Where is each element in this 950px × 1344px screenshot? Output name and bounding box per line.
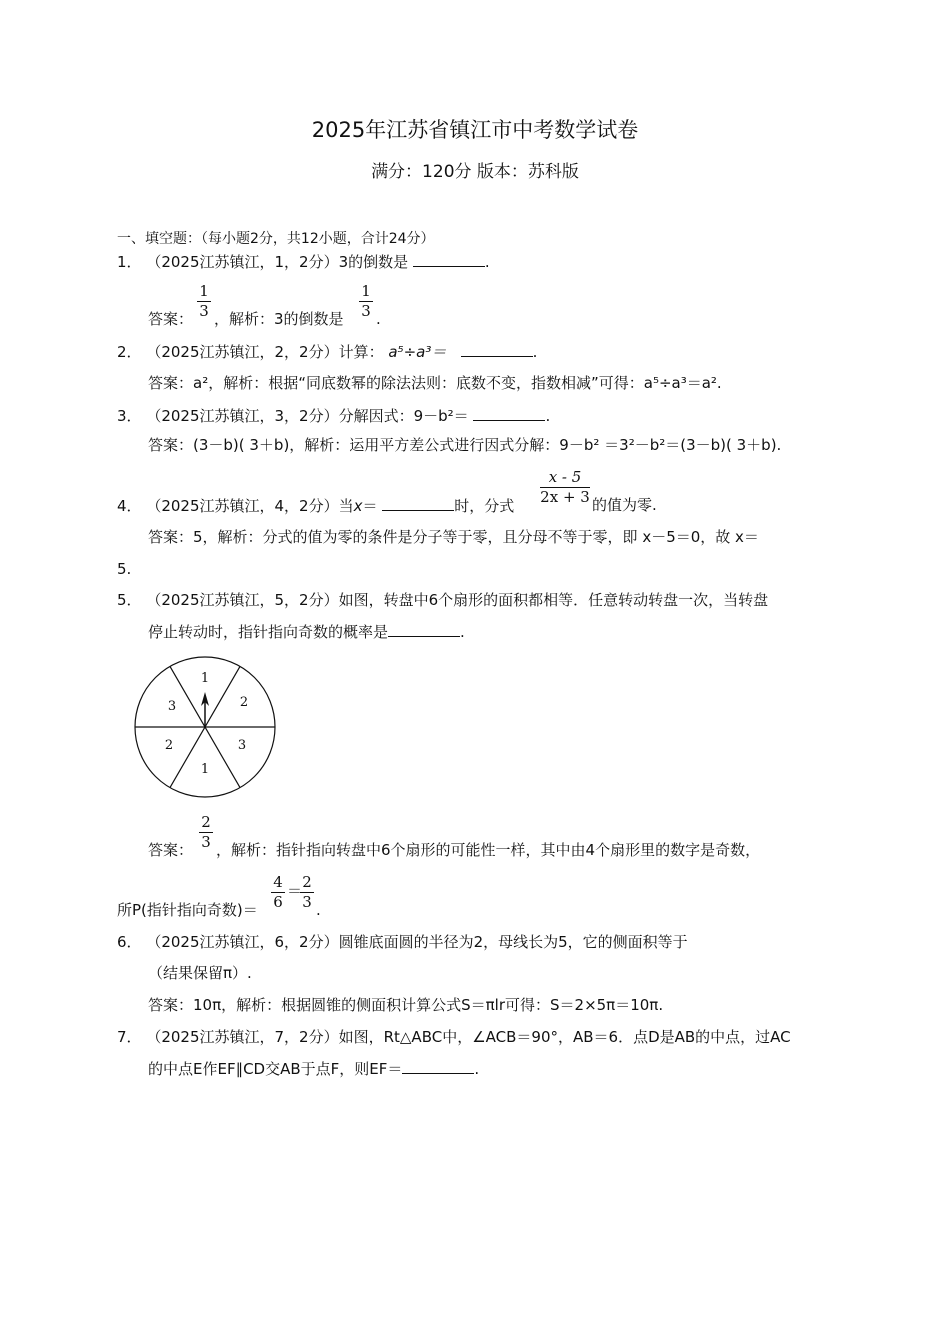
sector-label: 2 <box>239 695 249 710</box>
answer-4-cont: 5. <box>117 560 132 578</box>
question-2: 2． （2025江苏镇江，2，2分）计算： a⁵÷a³＝ . <box>117 343 538 361</box>
answer-blank <box>382 498 454 511</box>
answer-1-text: ，解析：3的倒数是 <box>214 310 344 328</box>
sector-label: 3 <box>237 738 247 753</box>
sector-label: 3 <box>167 699 177 714</box>
spinner-diagram <box>132 654 278 800</box>
section-heading: 一、填空题：（每小题2分，共12小题，合计24分） <box>117 231 435 247</box>
answer-1-label: 答案： <box>148 310 194 328</box>
sector-label: 1 <box>200 762 210 777</box>
question-7: 7． （2025江苏镇江，7，2分）如图，Rt△ABC中，∠ACB＝90°，AB＝6．点D是AB的中点，过AC <box>117 1028 791 1046</box>
question-4-fraction: x - 5 2x + 3 <box>540 468 590 506</box>
answer-4: 答案：5，解析：分式的值为零的条件是分子等于零，且分母不等于零，即 x－5＝0，故 x＝ <box>148 528 759 546</box>
answer-5-cont: 所P(指针指向奇数)＝ <box>117 901 258 919</box>
question-1: 1． （2025江苏镇江，1，2分）3的倒数是 . <box>117 253 490 271</box>
question-number: 1． <box>117 253 142 271</box>
answer-blank <box>473 408 545 421</box>
expression: a⁵÷a³＝ <box>388 343 447 361</box>
answer-5-fraction: 2 3 <box>199 815 213 850</box>
question-4: 4． （2025江苏镇江，4，2分）当x＝ 时，分式 <box>117 497 515 515</box>
answer-5-text: ，解析：指针指向转盘中6个扇形的可能性一样，其中由4个扇形里的数字是奇数， <box>216 841 761 859</box>
question-6: 6． （2025江苏镇江，6，2分）圆锥底面圆的半径为2，母线长为5，它的侧面积等于 <box>117 933 688 951</box>
answer-5-label: 答案： <box>148 841 194 859</box>
question-7-cont: 的中点E作EF∥CD交AB于点F，则EF＝ . <box>148 1060 480 1078</box>
question-5: 5． （2025江苏镇江，5，2分）如图，转盘中6个扇形的面积都相等．任意转动转盘一次，当转盘 <box>117 591 769 609</box>
answer-1-fraction: 1 3 <box>197 284 211 319</box>
answer-blank <box>388 624 460 637</box>
page-title: 2025年江苏省镇江市中考数学试卷 <box>311 118 639 142</box>
answer-blank <box>402 1061 474 1074</box>
question-6-cont: （结果保留π）. <box>148 964 252 982</box>
sector-label: 2 <box>164 738 174 753</box>
sector-label: 1 <box>200 671 210 686</box>
question-3: 3． （2025江苏镇江，3，2分）分解因式：9－b²＝ . <box>117 407 551 425</box>
answer-blank <box>461 344 533 357</box>
answer-6: 答案：10π，解析：根据圆锥的侧面积计算公式S＝πlr可得：S＝2×5π＝10π. <box>148 996 664 1014</box>
answer-blank <box>413 254 485 267</box>
page-subtitle: 满分：120分 版本：苏科版 <box>371 162 579 182</box>
question-text: （2025江苏镇江，1，2分）3的倒数是 <box>146 253 409 271</box>
question-5-cont: 停止转动时，指针指向奇数的概率是 . <box>148 623 465 641</box>
answer-1-fraction-2: 1 3 <box>359 284 373 319</box>
answer-2: 答案：a²，解析：根据“同底数幂的除法法则：底数不变，指数相减”可得：a⁵÷a³＝a². <box>148 374 722 392</box>
answer-3: 答案：(3－b)( 3＋b)，解析：运用平方差公式进行因式分解：9－b² ＝3²－b²＝(3－b)( 3＋b). <box>148 436 782 454</box>
